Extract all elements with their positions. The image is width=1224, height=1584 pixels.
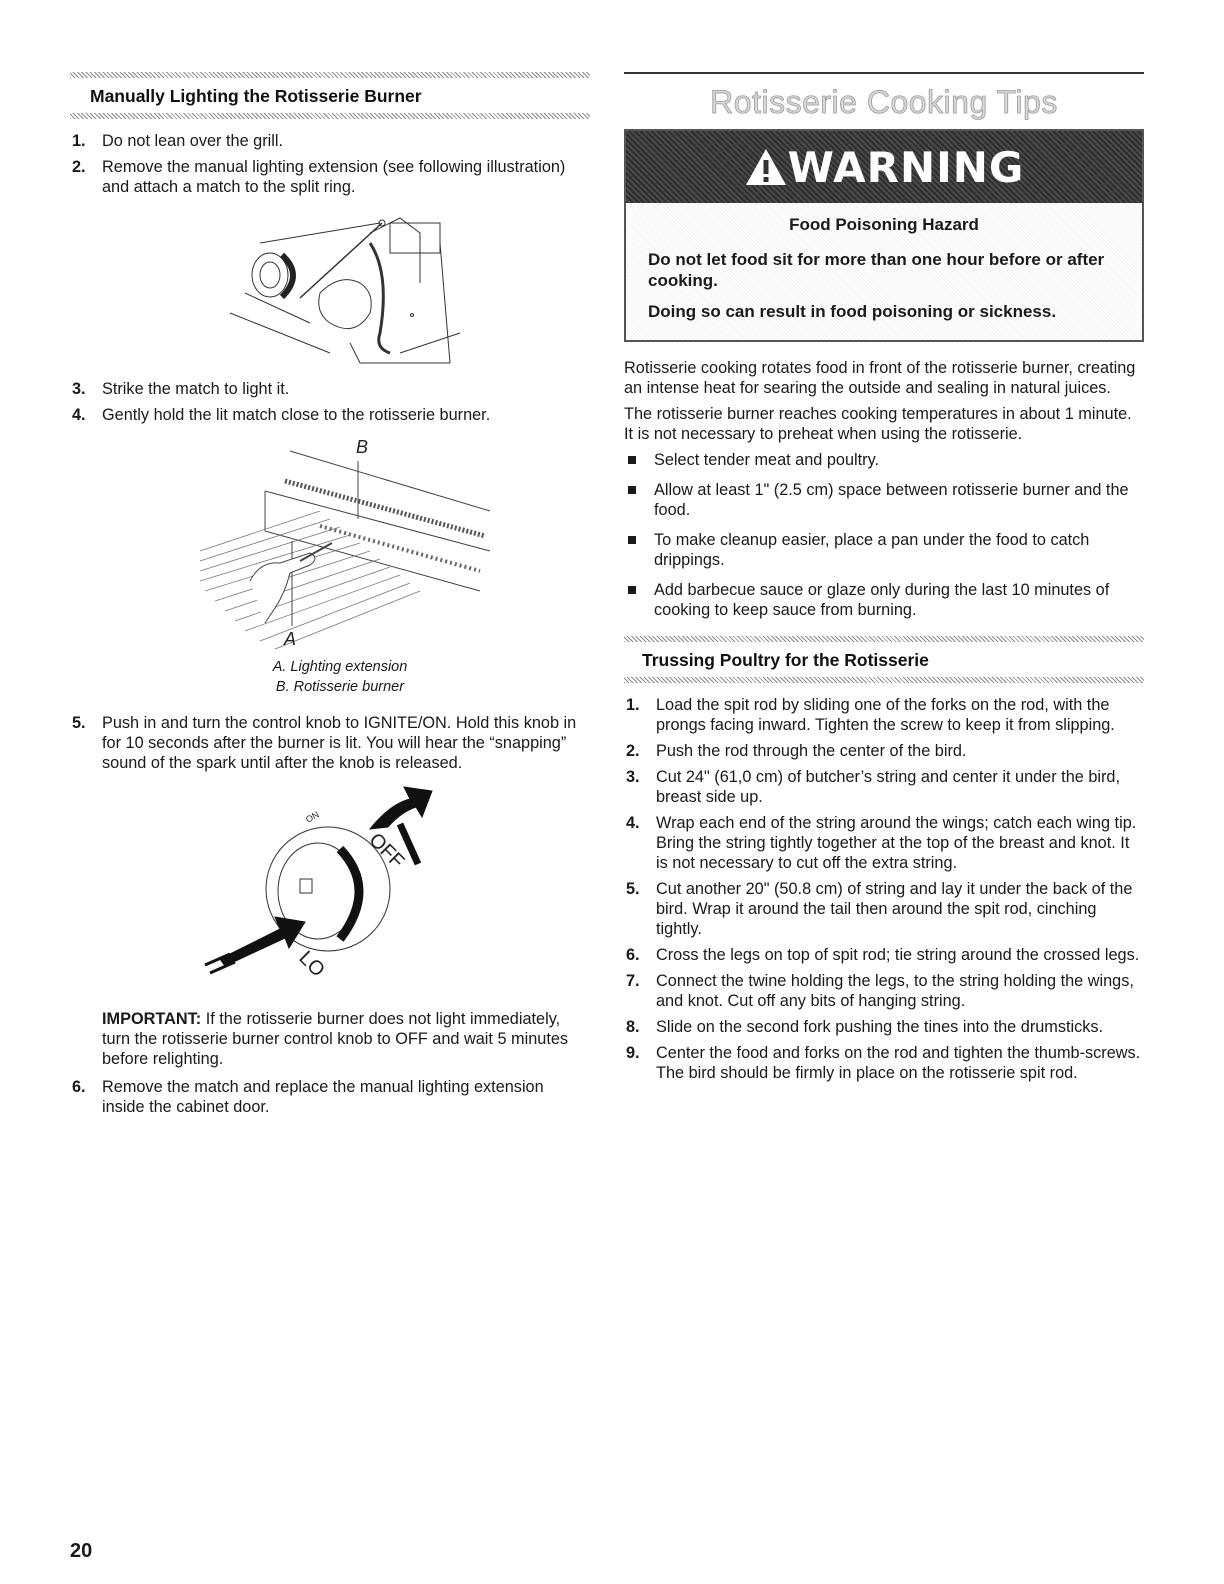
section-heading-trussing: Trussing Poultry for the Rotisserie [642,650,929,670]
caption-rotisserie-burner: B. Rotisserie burner [275,679,405,695]
list-item: 2. Remove the manual lighting extension (see following illustration) and attach a match to the split ring. [72,158,566,196]
list-item: 6. Remove the match and replace the manual lighting extension inside the cabinet door. [72,1078,544,1116]
warning-triangle-icon [744,147,788,187]
label-b: B [356,437,369,457]
list-item: 3. Cut 24" (61,0 cm) of butcher’s string and center it under the bird, breast side up. [626,768,1121,806]
list-item: To make cleanup easier, place a pan under the food to catch drippings. [624,530,1144,570]
list-item: Select tender meat and poultry. [624,450,1144,470]
label-lo: LO [294,946,329,982]
tips-list [624,450,1144,620]
lighting-steps [70,131,590,197]
figure-lighting-extension [70,203,590,375]
label-off: OFF [364,828,409,873]
paragraph: Rotisserie cooking rotates food in front of the rotisserie burner, creating an intense heat for searing the outside and sealing in natural juices. [624,359,1136,397]
list-item: 2. Push the rod through the center of the bird. [626,742,967,760]
list-item: 9. Center the food and forks on the rod and tighten the thumb-screws. The bird should be firmly in place on the rotisserie spit rod. [626,1044,1141,1082]
list-item: 7. Connect the twine holding the legs, to the string holding the wings, and knot. Cut off any bits of hanging string. [626,972,1134,1010]
left-column [70,72,590,1123]
figure-control-knob [70,779,590,1001]
important-note: IMPORTANT: If the rotisserie burner does not light immediately, turn the rotisserie burner control knob to OFF and wait 5 minutes before relighting. [102,1010,569,1068]
warning-hazard-title: Food Poisoning Hazard [789,215,979,234]
warning-line: Doing so can result in food poisoning or sickness. [648,302,1057,321]
list-item: 5. Cut another 20" (50.8 cm) of string and lay it under the back of the bird. Wrap it around the tail then around the spit rod, cinching tightly. [626,880,1133,938]
list-item: 3. Strike the match to light it. [72,380,290,398]
caption-lighting-extension: A. Lighting extension [272,659,408,675]
list-item: 1. Do not lean over the grill. [72,132,284,150]
list-item: 4. Wrap each end of the string around the wings; catch each wing tip. Bring the string tightly together at the top of the breast and knot. It is not necessary to cut off the extra string. [626,814,1137,872]
warning-label: WARNING [787,142,1025,192]
paragraph: The rotisserie burner reaches cooking temperatures in about 1 minute. It is not necessary to preheat when using the rotisserie. [624,405,1132,443]
list-item: Allow at least 1" (2.5 cm) space between rotisserie burner and the food. [624,480,1144,520]
figure-rotisserie-burner [70,431,590,657]
list-item: 4. Gently hold the lit match close to the rotisserie burner. [72,406,491,424]
list-item: 6. Cross the legs on top of spit rod; tie string around the crossed legs. [626,946,1140,964]
page-number: 20 [70,1540,93,1562]
section-title-cooking-tips: Rotisserie Cooking Tips [710,84,1058,120]
label-on: ON [304,809,321,825]
control-knob-illustration [70,779,590,1001]
list-item: 8. Slide on the second fork pushing the tines into the drumsticks. [626,1018,1104,1036]
right-column [624,72,1144,1089]
section-rule [624,677,1144,683]
rotisserie-burner-illustration [70,431,590,657]
lighting-steps-continued [70,379,590,425]
lighting-extension-illustration [70,203,590,375]
lighting-steps-6 [70,1077,590,1117]
list-item: Add barbecue sauce or glaze only during the last 10 minutes of cooking to keep sauce from burning. [624,580,1144,620]
section-heading-manual-lighting: Manually Lighting the Rotisserie Burner [90,86,422,106]
warning-line: Do not let food sit for more than one hour before or after cooking. [648,250,1105,290]
trussing-steps [624,695,1144,1083]
lighting-steps-5 [70,713,590,773]
label-a: A [284,629,297,649]
list-item: 1. Load the spit rod by sliding one of the forks on the rod, with the prongs facing inward. Tighten the screw to keep it from slipping. [626,696,1115,734]
warning-box [624,129,1144,342]
list-item: 5. Push in and turn the control knob to IGNITE/ON. Hold this knob in for 10 seconds after the burner is lit. You will hear the “snapping” sound of the spark until after the knob is released. [72,714,577,772]
top-rule [624,72,1144,74]
warning-banner [626,131,1142,203]
section-rule [70,113,590,119]
